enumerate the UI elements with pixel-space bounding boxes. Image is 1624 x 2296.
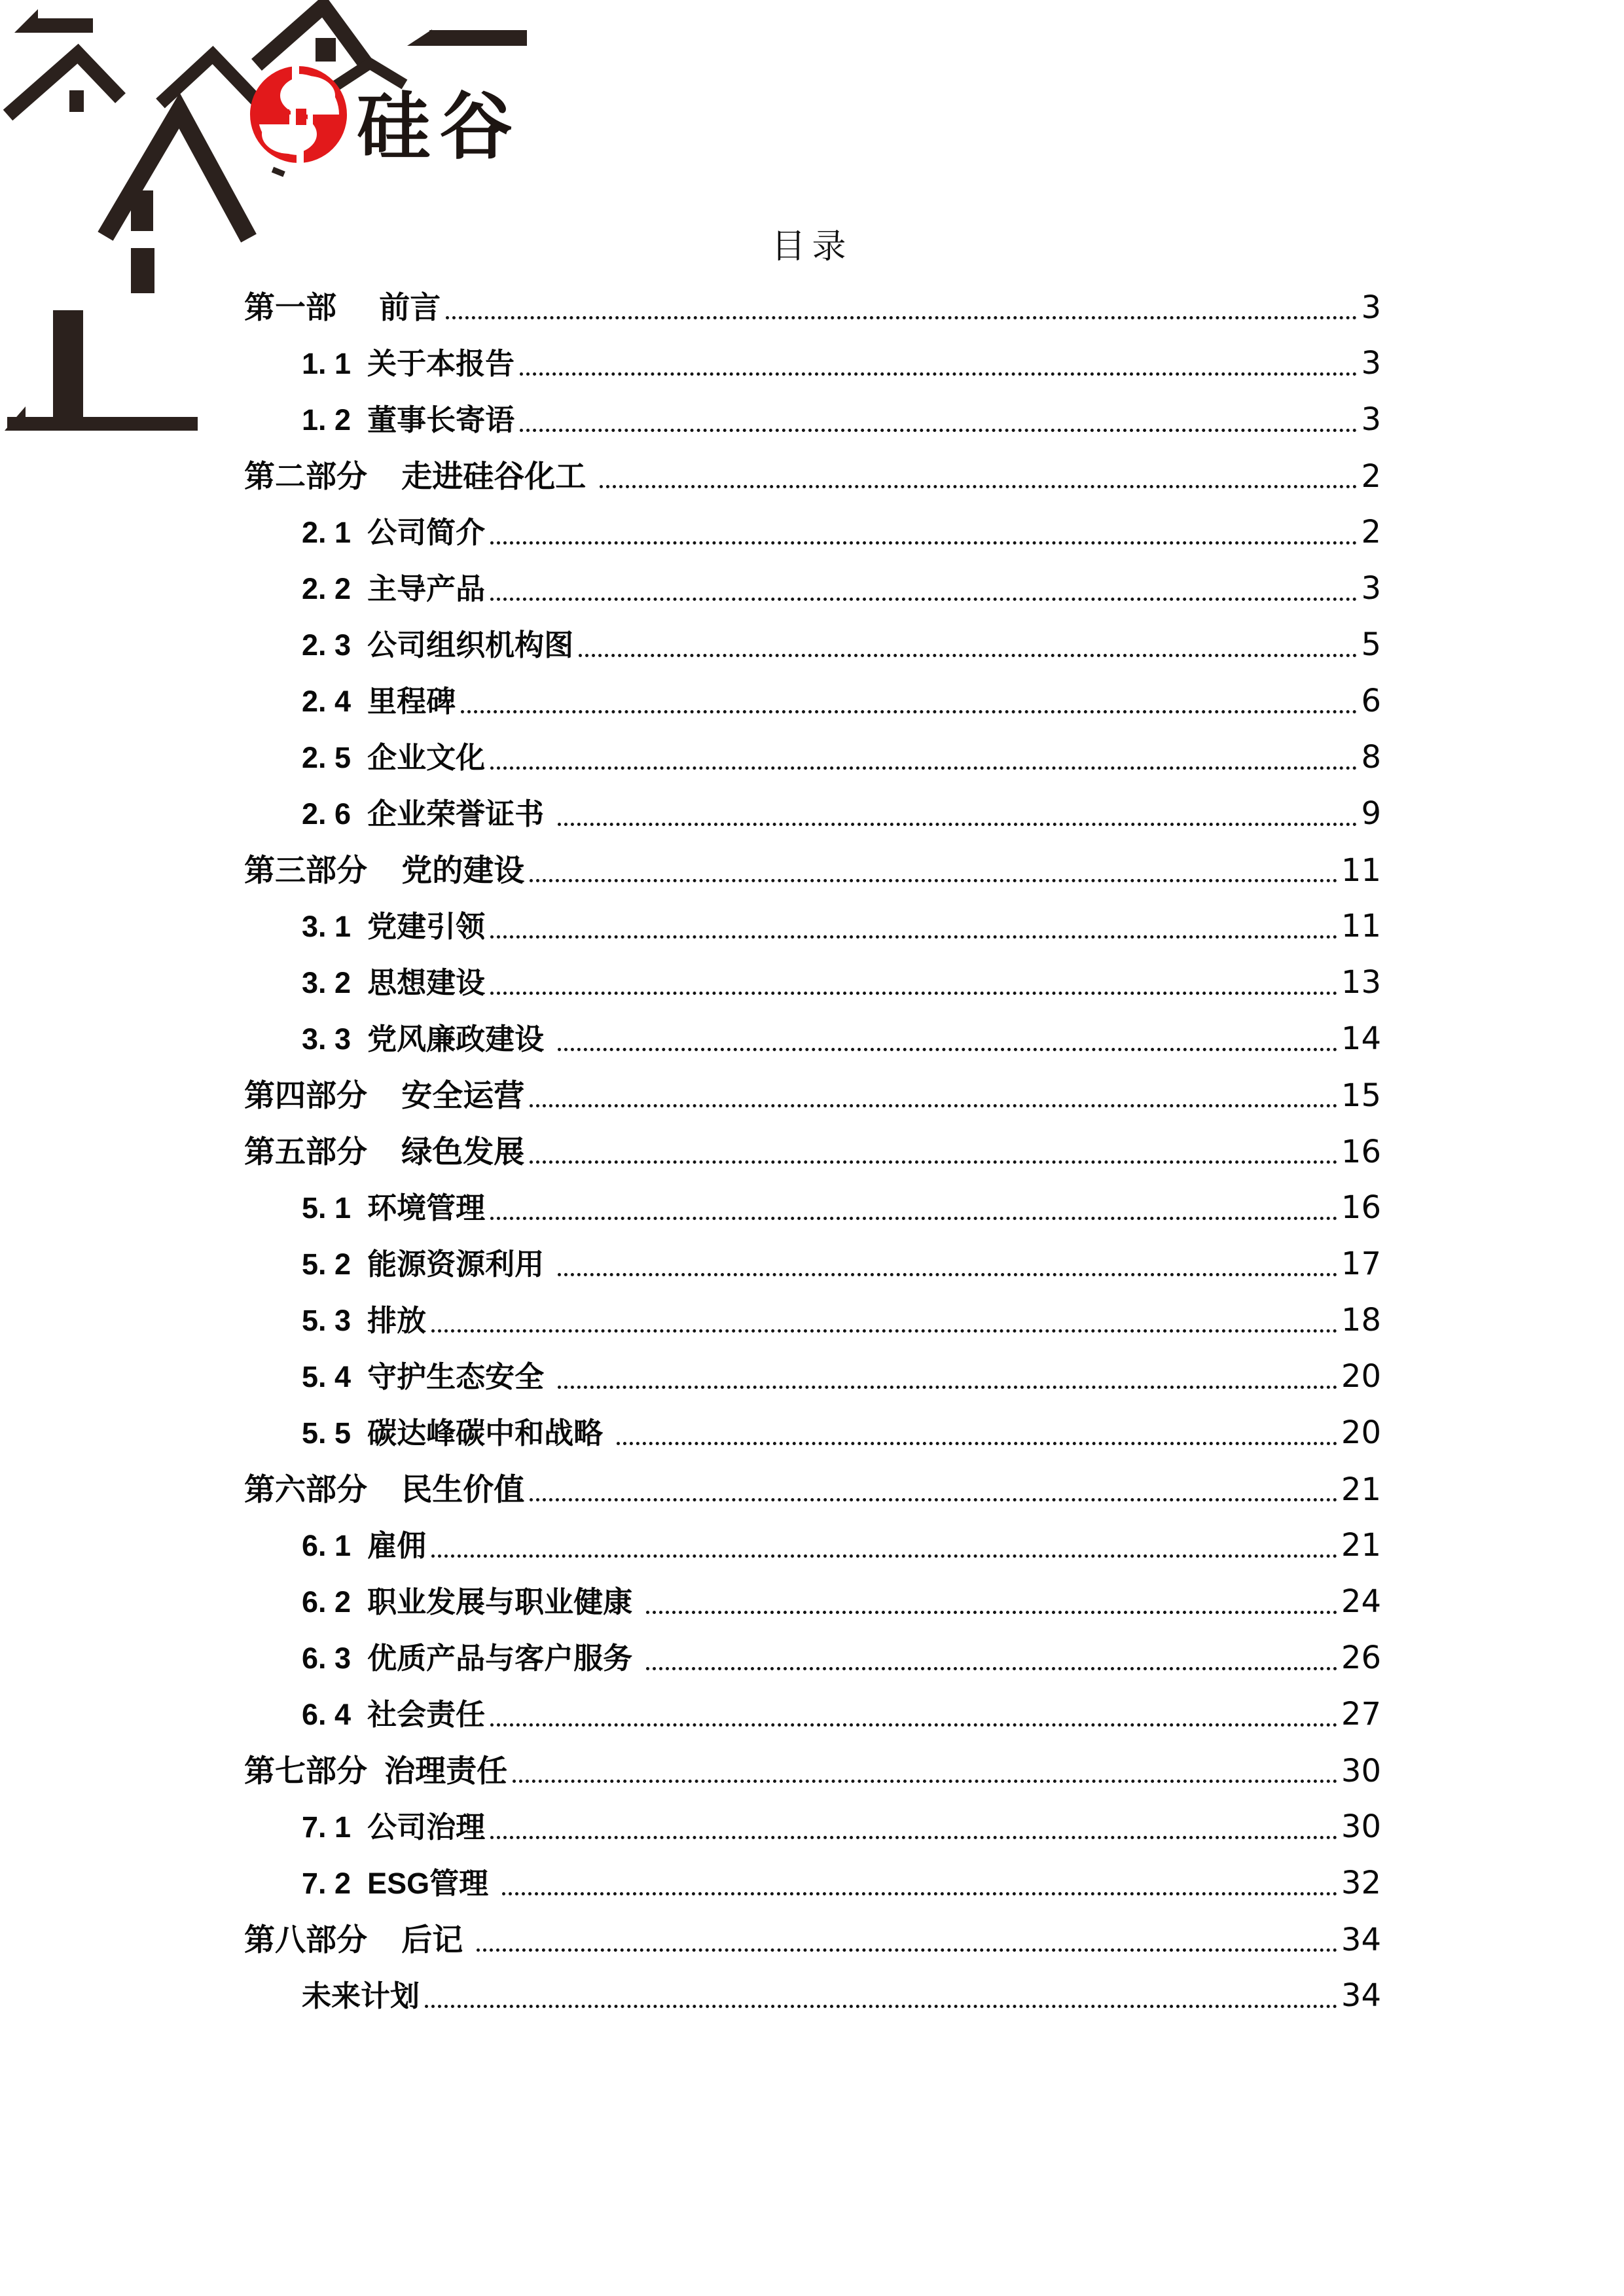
- toc-entry-page: 8: [1361, 739, 1381, 776]
- dot-leader: [579, 654, 1357, 657]
- toc-entry[interactable]: [244, 1180, 1381, 1236]
- toc-entry-label: 2. 1 公司简介: [302, 516, 486, 549]
- toc-entry-label: 7. 2 ESG管理: [302, 1867, 497, 1900]
- toc-entry-page: 3: [1361, 289, 1381, 326]
- dot-leader: [646, 1667, 1337, 1670]
- toc-entry[interactable]: [244, 842, 1381, 899]
- toc-entry-page: 34: [1341, 1922, 1381, 1958]
- toc-entry-label: 第四部分 安全运营: [244, 1078, 525, 1113]
- toc-entry-page: 16: [1341, 1134, 1381, 1170]
- dot-leader: [530, 1160, 1337, 1164]
- toc-entry[interactable]: [244, 1687, 1381, 1743]
- dot-leader: [646, 1611, 1337, 1614]
- toc-entry-page: 14: [1341, 1020, 1381, 1057]
- dot-leader: [477, 1948, 1337, 1952]
- toc-entry-page: 3: [1361, 570, 1381, 607]
- toc-entry-label: 5. 1 环境管理: [302, 1191, 486, 1225]
- toc-entry[interactable]: [244, 1011, 1381, 1067]
- toc-entry[interactable]: [244, 1574, 1381, 1630]
- toc-entry[interactable]: [244, 786, 1381, 842]
- toc-entry-page: 18: [1341, 1302, 1381, 1338]
- table-of-contents: [244, 279, 1381, 2024]
- toc-entry-label: 第八部分 后记: [244, 1922, 472, 1957]
- dot-leader: [490, 1217, 1337, 1220]
- toc-entry-label: 1. 1 关于本报告: [302, 347, 515, 380]
- dot-leader: [431, 1329, 1337, 1333]
- dot-leader: [530, 879, 1337, 882]
- toc-entry-label: 第六部分 民生价值: [244, 1472, 525, 1507]
- toc-entry-label: 未来计划: [302, 1979, 420, 2013]
- dot-leader: [490, 598, 1357, 601]
- toc-entry-label: 2. 6 企业荣誉证书: [302, 797, 552, 831]
- toc-entry[interactable]: [244, 505, 1381, 561]
- toc-entry-label: 第三部分 党的建设: [244, 853, 525, 888]
- toc-entry[interactable]: [244, 1912, 1381, 1968]
- dot-leader: [502, 1892, 1337, 1895]
- toc-entry-page: 34: [1341, 1977, 1381, 2014]
- toc-entry-label: 1. 2 董事长寄语: [302, 403, 515, 437]
- toc-entry[interactable]: [244, 336, 1381, 392]
- toc-entry-label: 6. 2 职业发展与职业健康: [302, 1585, 641, 1619]
- toc-entry[interactable]: [244, 561, 1381, 617]
- toc-entry[interactable]: [244, 448, 1381, 505]
- dot-leader: [490, 766, 1357, 770]
- toc-entry[interactable]: [244, 673, 1381, 730]
- dot-leader: [490, 1723, 1337, 1727]
- toc-entry-page: 16: [1341, 1189, 1381, 1226]
- toc-entry-label: 2. 3 公司组织机构图: [302, 628, 574, 662]
- toc-entry-label: 5. 3 排放: [302, 1304, 427, 1337]
- dot-leader: [513, 1780, 1337, 1783]
- dot-leader: [530, 1104, 1337, 1107]
- toc-entry[interactable]: [244, 1067, 1381, 1124]
- toc-entry-page: 17: [1341, 1246, 1381, 1282]
- toc-entry[interactable]: [244, 899, 1381, 955]
- toc-entry[interactable]: [244, 1743, 1381, 1799]
- toc-entry-page: 3: [1361, 345, 1381, 382]
- toc-entry-page: 2: [1361, 514, 1381, 550]
- toc-entry-page: 30: [1341, 1808, 1381, 1845]
- toc-entry-label: 2. 2 主导产品: [302, 572, 486, 605]
- toc-entry-label: 2. 5 企业文化: [302, 741, 486, 774]
- toc-entry-page: 21: [1341, 1471, 1381, 1508]
- toc-entry[interactable]: [244, 1630, 1381, 1687]
- toc-entry-label: 5. 4 守护生态安全: [302, 1360, 552, 1393]
- dot-leader: [490, 541, 1357, 545]
- dot-leader: [558, 823, 1358, 826]
- toc-entry-page: 15: [1341, 1077, 1381, 1114]
- toc-entry[interactable]: [244, 1799, 1381, 1856]
- s-emblem-icon: [250, 62, 347, 167]
- dot-leader: [490, 1836, 1337, 1839]
- toc-entry[interactable]: [244, 392, 1381, 448]
- page-title: 目录: [771, 227, 853, 266]
- toc-entry-label: 7. 1 公司治理: [302, 1810, 486, 1844]
- toc-entry[interactable]: [244, 1124, 1381, 1180]
- toc-entry-page: 3: [1361, 401, 1381, 438]
- toc-entry-page: 13: [1341, 964, 1381, 1001]
- toc-entry-label: 6. 3 优质产品与客户服务: [302, 1641, 641, 1675]
- dot-leader: [490, 992, 1337, 995]
- toc-entry-page: 11: [1341, 908, 1381, 944]
- toc-entry-label: 第一部 前言: [244, 290, 441, 325]
- toc-entry[interactable]: [244, 1462, 1381, 1518]
- toc-entry-page: 21: [1341, 1527, 1381, 1564]
- dot-leader: [520, 429, 1357, 432]
- toc-entry[interactable]: [244, 279, 1381, 336]
- dot-leader: [617, 1442, 1337, 1445]
- toc-entry-page: 26: [1341, 1640, 1381, 1676]
- dot-leader: [520, 372, 1357, 376]
- toc-entry-page: 20: [1341, 1414, 1381, 1451]
- toc-entry[interactable]: [244, 1293, 1381, 1349]
- toc-entry-label: 第七部分 治理责任: [244, 1753, 508, 1788]
- toc-entry-page: 24: [1341, 1583, 1381, 1620]
- dot-leader: [446, 316, 1357, 319]
- toc-entry[interactable]: [244, 1236, 1381, 1293]
- toc-entry-page: 9: [1361, 795, 1381, 832]
- toc-entry-label: 第二部分 走进硅谷化工: [244, 459, 595, 493]
- toc-entry-label: 6. 1 雇佣: [302, 1529, 427, 1562]
- toc-entry-page: 2: [1361, 458, 1381, 495]
- toc-entry-page: 11: [1341, 852, 1381, 889]
- toc-entry[interactable]: [244, 1856, 1381, 1912]
- toc-entry-label: 3. 3 党风廉政建设: [302, 1022, 552, 1056]
- dot-leader: [530, 1498, 1337, 1501]
- toc-entry-page: 20: [1341, 1358, 1381, 1395]
- dot-leader: [558, 1273, 1337, 1276]
- toc-entry[interactable]: [244, 730, 1381, 786]
- toc-entry[interactable]: [244, 617, 1381, 673]
- toc-entry-label: 第五部分 绿色发展: [244, 1134, 525, 1169]
- dot-leader: [461, 710, 1357, 713]
- dot-leader: [558, 1048, 1337, 1051]
- toc-entry[interactable]: [244, 1518, 1381, 1574]
- toc-entry-label: 2. 4 里程碑: [302, 685, 456, 718]
- toc-entry-page: 30: [1341, 1753, 1381, 1789]
- toc-entry-label: 6. 4 社会责任: [302, 1698, 486, 1731]
- toc-entry[interactable]: [244, 1968, 1381, 2024]
- dot-leader: [600, 485, 1357, 488]
- dot-leader: [490, 935, 1337, 939]
- company-name: 硅谷: [357, 86, 522, 168]
- toc-entry[interactable]: [244, 1405, 1381, 1462]
- toc-entry[interactable]: [244, 1349, 1381, 1405]
- toc-entry-page: 32: [1341, 1865, 1381, 1901]
- toc-entry[interactable]: [244, 955, 1381, 1011]
- toc-entry-label: 5. 5 碳达峰碳中和战略: [302, 1416, 611, 1450]
- toc-entry-label: 5. 2 能源资源利用: [302, 1247, 552, 1281]
- dot-leader: [431, 1554, 1337, 1558]
- dot-leader: [558, 1386, 1337, 1389]
- toc-entry-label: 3. 2 思想建设: [302, 966, 486, 999]
- toc-entry-page: 5: [1361, 626, 1381, 663]
- toc-entry-page: 6: [1361, 683, 1381, 719]
- toc-entry-page: 27: [1341, 1696, 1381, 1732]
- dot-leader: [425, 2005, 1337, 2008]
- toc-entry-label: 3. 1 党建引领: [302, 910, 486, 943]
